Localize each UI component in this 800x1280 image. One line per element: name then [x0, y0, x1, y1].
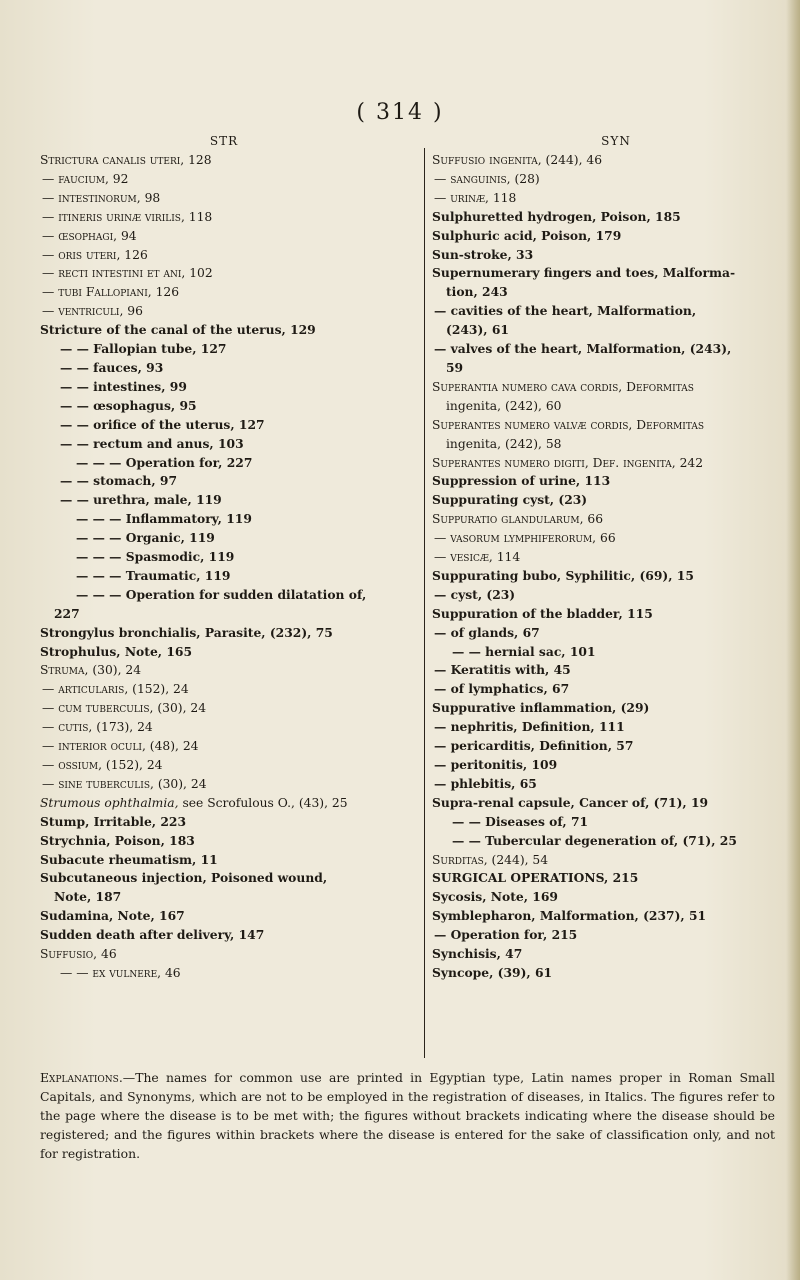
index-entry: — — — Organic, 119	[76, 530, 215, 546]
index-entry: — ossium, (152), 24	[42, 758, 163, 772]
index-entry: Synchisis, 47	[432, 946, 523, 962]
index-entry: Strictura canalis uteri, 128	[40, 153, 212, 167]
index-entry: ingenita, (242), 58	[446, 436, 562, 451]
index-entry: — vesicæ, 114	[434, 550, 521, 565]
index-entry: — — orifice of the uterus, 127	[60, 416, 265, 432]
entry-rest: see Scrofulous O., (43), 25	[178, 795, 348, 810]
index-entry: (243), 61	[446, 322, 509, 338]
index-entry: Stump, Irritable, 223	[40, 813, 187, 829]
index-entry: Surditas, (244), 54	[432, 852, 549, 867]
index-entry: Suffusio, 46	[40, 947, 117, 962]
index-entry: Subcutaneous injection, Poisoned wound,	[40, 870, 328, 886]
index-entry: Sycosis, Note, 169	[432, 889, 558, 905]
footnote-text: —The names for common use are printed in Egyptian type, Latin names proper in Roman Small Capitals, and Synonyms, which are not to be employed in the registration of diseases, in Italics. The figures refer to the page where the disease is to be met with; the figures without brackets indicating where the disease should be registered; and the figures within brackets where the disease is entered for the sake of classification only, and not for registration.	[40, 1070, 775, 1161]
index-entry: Syncope, (39), 61	[432, 964, 553, 980]
index-entry: — phlebitis, 65	[434, 775, 537, 791]
index-entry: Subacute rheumatism, 11	[40, 851, 218, 867]
index-entry: — of lymphatics, 67	[434, 681, 570, 697]
index-entry: Stricture of the canal of the uterus, 129	[40, 322, 316, 338]
index-entry: Supra-renal capsule, Cancer of, (71), 19	[432, 794, 709, 810]
index-entry: Superantes numero valvæ cordis, Deformitas	[432, 417, 705, 432]
index-entry: — itineris urinæ virilis, 118	[42, 209, 213, 224]
index-entry: — valves of the heart, Malformation, (243),	[434, 341, 732, 357]
index-entry: — — — Operation for, 227	[76, 454, 253, 470]
explanations-footnote	[40, 1068, 775, 1163]
index-entry: Strophulus, Note, 165	[40, 643, 192, 659]
index-entry: — cutis, (173), 24	[42, 720, 153, 735]
index-entry: — — — Traumatic, 119	[76, 567, 231, 583]
index-entry: Sudamina, Note, 167	[40, 908, 185, 924]
index-entry: — Keratitis with, 45	[434, 662, 571, 678]
index-entry: — — Fallopian tube, 127	[60, 341, 227, 357]
right-index-column	[432, 133, 800, 983]
index-entry: — — Tubercular degeneration of, (71), 25	[452, 832, 737, 848]
index-entry: — ventriculi, 96	[42, 304, 143, 319]
index-entry: Sun-stroke, 33	[432, 246, 534, 262]
index-entry: — — rectum and anus, 103	[60, 435, 244, 451]
index-entry: tion, 243	[446, 284, 508, 300]
index-entry: Suffusio ingenita, (244), 46	[432, 153, 603, 167]
index-entry: Symblepharon, Malformation, (237), 51	[432, 908, 707, 924]
index-entry: — — Diseases of, 71	[452, 813, 589, 829]
entry-italic-part: Strumous ophthalmia,	[40, 795, 179, 810]
index-entry: — — — Inflammatory, 119	[76, 511, 252, 527]
right-entry-list	[432, 151, 800, 983]
index-entry: 59	[446, 359, 464, 375]
index-entry: — urinæ, 118	[434, 190, 517, 205]
index-entry: — intestinorum, 98	[42, 190, 161, 205]
index-entry: — articularis, (152), 24	[42, 682, 189, 697]
index-entry: Strongylus bronchialis, Parasite, (232), 75	[40, 624, 333, 640]
index-entry: Supernumerary fingers and toes, Malforma-	[432, 265, 736, 281]
index-entry: — — ex vulnere, 46	[60, 965, 181, 980]
index-entry: — — urethra, male, 119	[60, 492, 222, 508]
index-entry: — interior oculi, (48), 24	[42, 739, 199, 754]
index-entry: — — intestines, 99	[60, 378, 187, 394]
index-entry: Strychnia, Poison, 183	[40, 832, 195, 848]
index-entry: ingenita, (242), 60	[446, 398, 562, 413]
index-entry: — cavities of the heart, Malformation,	[434, 303, 697, 319]
footnote-lead: Explanations.	[40, 1070, 123, 1085]
index-entry: — sine tuberculis, (30), 24	[42, 776, 207, 791]
index-entry: Sudden death after delivery, 147	[40, 927, 265, 943]
index-entry: — vasorum lymphiferorum, 66	[434, 531, 616, 546]
index-entry: Suppression of urine, 113	[432, 473, 611, 489]
index-entry: Suppuration of the bladder, 115	[432, 605, 653, 621]
index-entry: Suppurating cyst, (23)	[432, 492, 588, 508]
left-entry-list	[40, 151, 408, 983]
index-entry: — pericarditis, Definition, 57	[434, 738, 634, 754]
index-entry: — tubi Fallopiani, 126	[42, 285, 180, 300]
index-entry: — — — Operation for sudden dilatation of,	[76, 586, 367, 602]
index-entry: — — hernial sac, 101	[452, 643, 596, 659]
index-entry: — — œsophagus, 95	[60, 397, 197, 413]
index-entry: — œsophagi, 94	[42, 228, 137, 243]
right-column-header: SYN	[601, 134, 631, 148]
index-entry: — oris uteri, 126	[42, 247, 148, 262]
index-entry	[40, 794, 408, 813]
index-entry: — — — Spasmodic, 119	[76, 549, 235, 565]
index-entry: Note, 187	[54, 889, 122, 905]
index-entry: — peritonitis, 109	[434, 757, 558, 772]
left-column-header: STR	[209, 134, 239, 148]
index-entry: Suppuratio glandularum, 66	[432, 512, 604, 527]
index-entry: Sulphuretted hydrogen, Poison, 185	[432, 208, 681, 224]
column-divider	[424, 148, 425, 1058]
index-entry: — cyst, (23)	[434, 586, 516, 602]
index-entry: — Operation for, 215	[434, 927, 578, 943]
index-entry: — — fauces, 93	[60, 359, 164, 375]
index-entry: — recti intestini et ani, 102	[42, 266, 213, 281]
index-entry: Suppurative inflammation, (29)	[432, 700, 650, 716]
page-number: ( 314 )	[356, 100, 444, 125]
index-entry: — cum tuberculis, (30), 24	[42, 701, 207, 716]
index-entry: — — stomach, 97	[60, 473, 178, 489]
index-entry: — of glands, 67	[434, 624, 540, 640]
index-entry: — faucium, 92	[42, 171, 129, 186]
index-entry: Superantes numero digiti, Def. ingenita, 242	[432, 455, 704, 470]
index-entry: — nephritis, Definition, 111	[434, 719, 625, 735]
index-entry: Sulphuric acid, Poison, 179	[432, 227, 622, 243]
index-entry: — sanguinis, (28)	[434, 171, 540, 186]
index-entry: Struma, (30), 24	[40, 663, 142, 678]
index-entry: 227	[54, 605, 80, 621]
left-index-column	[40, 133, 408, 983]
index-entry: Suppurating bubo, Syphilitic, (69), 15	[432, 567, 694, 583]
index-entry: SURGICAL OPERATIONS, 215	[432, 870, 639, 886]
index-entry: Superantia numero cava cordis, Deformitas	[432, 379, 694, 394]
